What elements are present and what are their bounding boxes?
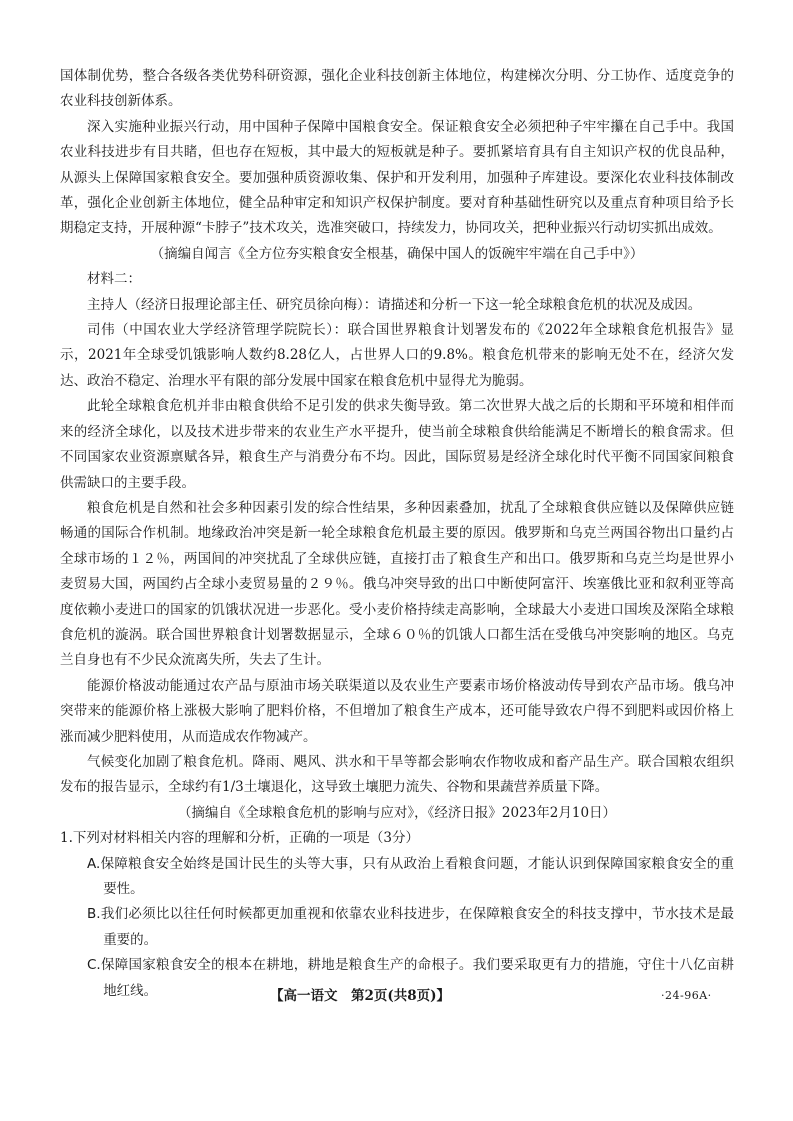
question-stem: 1.下列对材料相关内容的理解和分析，正确的一项是（3分） [60, 830, 419, 847]
option-label: B. [87, 906, 101, 923]
paragraph: 国体制优势，整合各级各类优势科研资源，强化企业科技创新主体地位，构建梯次分明、分工协作、适度竞争的农业科技创新体系。 [60, 68, 734, 110]
paragraph: 深入实施种业振兴行动，用中国种子保障中国粮食安全。保证粮食安全必须把种子牢牢攥在自己手中。我国农业科技进步有目共睹，但也存在短板，其中最大的短板就是种子。要抓紧培育具有自主知识产权的优良品种，从源头上保障国家粮食安全。要加强种质资源收集、保护和开发利用，加强种子库建设。要深化农业科技体制改革，强化企业创新主体地位，健全品种审定和知识产权保护制度。要对育种基础性研究以及重点育种项目给予长期稳定支持，开展种源“卡脖子”技术攻关，选准突破口，持续发力，协同攻关，把种业振兴行动切实抓出成效。 [60, 118, 734, 237]
option-text: 保障国家粮食安全的根本在耕地，耕地是粮食生产的命根子。我们要采取更有力的措施，守住十八亿亩耕地红线。 [100, 957, 734, 999]
material-heading: 材料二： [87, 271, 141, 288]
option-text: 我们必须比以往任何时候都更加重视和依靠农业科技进步，在保障粮食安全的科技支撑中，节水技术是最重要的。 [100, 906, 734, 948]
footer-page-info: 【高一语文 第2页(共8页)】 [270, 988, 451, 1004]
paragraph: 粮食危机是自然和社会多种因素引发的综合性结果，多种因素叠加，扰乱了全球粮食供应链以及保障供应链畅通的国际合作机制。地缘政治冲突是新一轮全球粮食危机最主要的原因。俄罗斯和乌克兰两国谷物出口量约占全球市场的１２％，两国间的冲突扰乱了全球供应链，直接打击了粮食生产和出口。俄罗斯和乌克兰均是世界小麦贸易大国，两国约占全球小麦贸易量的２９％。俄乌冲突导致的出口中断使阿富汗、埃塞俄比亚和叙利亚等高度依赖小麦进口的国家的饥饿状况进一步恶化。受小麦价格持续走高影响，全球最大小麦进口国埃及深陷全球粮食危机的漩涡。联合国世界粮食计划署数据显示，全球６０％的饥饿人口都生活在受俄乌冲突影响的地区。乌克兰自身也有不少民众流离失所，失去了生计。 [60, 499, 734, 669]
paragraph: 主持人（经济日报理论部主任、研究员徐向梅）：请描述和分析一下这一轮全球粮食危机的状况及成因。 [87, 296, 702, 313]
option-label: C. [87, 957, 101, 974]
paragraph: 此轮全球粮食危机并非由粮食供给不足引发的供求失衡导致。第二次世界大战之后的长期和平环境和相伴而来的经济全球化，以及技术进步带来的农业生产水平提升，使当前全球粮食供给能满足不断增长的粮食需求。但不同国家农业资源禀赋各异，粮食生产与消费分布不均。因此，国际贸易是经济全球化时代平衡不同国家间粮食供需缺口的主要手段。 [60, 398, 734, 491]
paragraph: 能源价格波动能通过农产品与原油市场关联渠道以及农业生产要素市场价格波动传导到农产品市场。俄乌冲突带来的能源价格上涨极大影响了肥料价格，不但增加了粮食生产成本，还可能导致农户得不到肥料或因价格上涨而减少肥料使用，从而造成农作物减产。 [60, 677, 734, 745]
paragraph-list [60, 64, 734, 852]
page-content [60, 64, 734, 1004]
source-citation: （摘编自《全球粮食危机的影响与应对》，《经济日报》2023年2月10日） [177, 804, 617, 821]
source-citation: （摘编自闻言《全方位夯实粮食安全根基，确保中国人的饭碗牢牢端在自己手中》） [150, 245, 644, 262]
option-list [60, 852, 734, 1004]
paragraph: 气候变化加剧了粮食危机。降雨、飓风、洪水和干旱等都会影响农作物收成和畜产品生产。联合国粮农组织发布的报告显示，全球约有1/3土壤退化，这导致土壤肥力流失、谷物和果蔬营养质量下降。 [60, 753, 734, 796]
option-text: 保障粮食安全始终是国计民生的头等大事，只有从政治上看粮食问题，才能认识到保障国家粮食安全的重要性。 [100, 855, 734, 897]
page-footer [0, 983, 793, 1009]
option-label: A. [87, 855, 101, 872]
option-b [76, 902, 734, 953]
paragraph: 司伟（中国农业大学经济管理学院院长）：联合国世界粮食计划署发布的《2022年全球粮食危机报告》显示，2021年全球受饥饿影响人数约8.28亿人，占世界人口的9.8%。粮食危机带来的影响无处不在，经济欠发达、政治不稳定、治理水平有限的部分发展中国家在粮食危机中显得尤为脆弱。 [60, 322, 734, 389]
option-a [76, 852, 734, 903]
footer-code: ·24-96A· [661, 989, 712, 1002]
